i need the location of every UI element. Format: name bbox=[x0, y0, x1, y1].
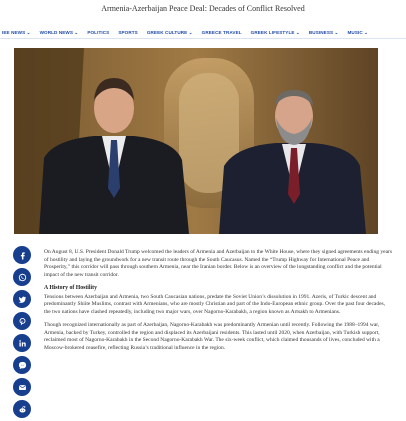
article-paragraph-history: Tensions between Azerbaijan and Armenia, two South Caucasian nations, predate the Soviet Union’s dissolution in 1991. Azeris, of Turkic descent and predominantly Shiite Muslims, contrast with Armenians, who are mostly Christian and part of the Indo-European ethnic group. Over the past four decades, the two nations have clashed repeatedly, including two major wars, over Nagorno-Karabakh, a region known as Artsakh to Armenians. bbox=[44, 293, 386, 315]
nav-item-greek-lifestyle[interactable]: GREEK LIFESTYLE ⌄ bbox=[250, 29, 300, 35]
share-whatsapp-button[interactable] bbox=[13, 268, 31, 286]
nav-item-world-news[interactable]: WORLD NEWS ⌄ bbox=[39, 29, 79, 35]
nav-item-greece-travel[interactable]: GREECE TRAVEL bbox=[201, 30, 242, 35]
email-icon bbox=[18, 383, 27, 392]
social-share-bar bbox=[13, 246, 31, 421]
page-title: Armenia-Azerbaijan Peace Deal: Decades of Conflict Resolved bbox=[101, 4, 305, 13]
article-body bbox=[44, 249, 392, 358]
share-reddit-button[interactable] bbox=[13, 400, 31, 418]
whatsapp-icon bbox=[18, 273, 27, 282]
nav-item-politics[interactable]: POLITICS bbox=[87, 30, 110, 35]
share-twitter-button[interactable] bbox=[13, 290, 31, 308]
nav-item-sports[interactable]: SPORTS bbox=[118, 30, 138, 35]
linkedin-icon bbox=[18, 339, 27, 348]
share-linkedin-button[interactable] bbox=[13, 334, 31, 352]
nav-item-music[interactable]: MUSIC ⌄ bbox=[347, 29, 369, 35]
article-subheading: A History of Hostility bbox=[44, 285, 97, 291]
twitter-icon bbox=[18, 295, 27, 304]
hero-image bbox=[14, 48, 378, 234]
share-email-button[interactable] bbox=[13, 378, 31, 396]
nav-item-business[interactable]: BUSINESS ⌄ bbox=[308, 29, 339, 35]
article-paragraph-intro: On August 8, U.S. President Donald Trump welcomed the leaders of Armenia and Azerbaijan to the White House, where they signed agreements ending years of hostility and laying the groundwork for a new transit route through the South Caucasus. Named the “Trump Highway for International Peace and Prosperity,” this corridor will pass through southern Armenia, near the Iranian border. Below is an overview of the longstanding conflict and the potential impact of the new transit corridor. bbox=[44, 249, 392, 278]
share-messenger-button[interactable] bbox=[13, 356, 31, 374]
facebook-icon bbox=[18, 251, 27, 260]
nav-item-news[interactable]: IEE NEWS ⌄ bbox=[2, 29, 31, 35]
main-navigation bbox=[0, 27, 406, 39]
share-pinterest-button[interactable] bbox=[13, 312, 31, 330]
reddit-icon bbox=[18, 405, 27, 414]
messenger-icon bbox=[18, 361, 27, 370]
nav-item-greek-culture[interactable]: GREEK CULTURE ⌄ bbox=[146, 29, 193, 35]
share-facebook-button[interactable] bbox=[13, 246, 31, 264]
pinterest-icon bbox=[18, 317, 27, 326]
article-paragraph-karabakh: Though recognized internationally as part of Azerbaijan, Nagorno-Karabakh was predominantly Armenian until recently. Following the 1988–1994 war, Armenia, backed by Turkey, controlled the region and displaced its Azerbaijani residents. This lasted until 2020, when Azerbaijan, with Turkish support, reclaimed most of Nagorno-Karabakh in the Second Nagorno-Karabakh War. The six-week conflict, which claimed thousands of lives, concluded with a Moscow-brokered ceasefire, reflecting Russia’s traditional influence in the region. bbox=[44, 322, 380, 351]
